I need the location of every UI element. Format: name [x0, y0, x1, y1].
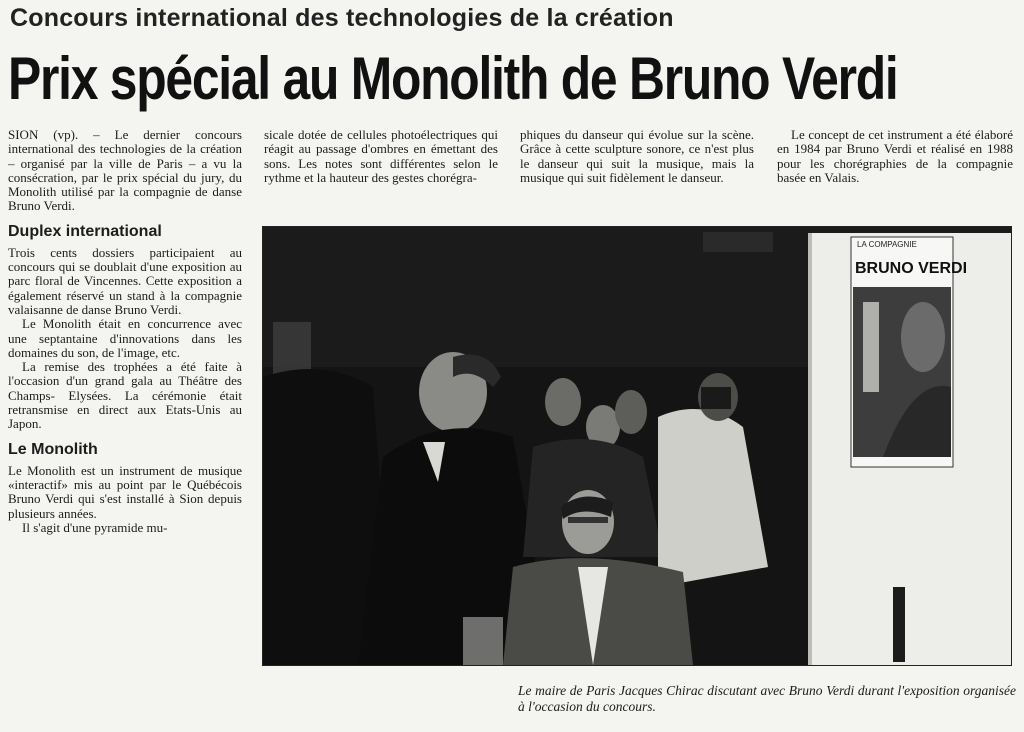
article-kicker: Concours international des technologies de la création — [10, 4, 674, 32]
paragraph-competition: Le Monolith était en concurrence avec une septantaine d'innovations dans les domaines du son, de l'image, etc. — [8, 316, 242, 360]
paragraph-exhibition: Trois cents dossiers participaient au concours qui se doublait d'une exposition au parc floral de Vincennes. Cette exposition a également réservé un stand à la compagnie valaisanne de danse Bruno Verdi. — [8, 244, 242, 317]
article-headline: Prix spécial au Monolith de Bruno Verdi — [8, 45, 898, 112]
photo-caption: Le maire de Paris Jacques Chirac discutant avec Bruno Verdi durant l'exposition organisée à l'occasion du concours. — [518, 683, 1016, 714]
paragraph-col4: Le concept de cet instrument a été élaboré en 1984 par Bruno Verdi et réalisé en 1988 pour les chorégraphies de la compagnie basée en Valais. — [777, 127, 1013, 185]
column-2 — [264, 128, 498, 185]
paragraph-gala: La remise des trophées a été faite à l'occasion d'un grand gala au Théâtre des Champs- Elysées. La cérémonie était retransmise en direct aux Etats-Unis au Japon. — [8, 359, 242, 432]
stand-post — [893, 587, 905, 662]
paragraph-col2: sicale dotée de cellules photoélectriques qui réagit au passage d'ombres en émettant des sons. Les notes sont différentes selon le rythme et la hauteur des gestes chorégra- — [264, 127, 498, 185]
column-4 — [777, 128, 1013, 185]
subheading-duplex: Duplex international — [8, 222, 162, 240]
photo-illustration — [263, 227, 1011, 665]
paragraph-pyramid: Il s'agit d'une pyramide mu- — [22, 519, 168, 535]
column-3 — [520, 128, 754, 185]
camera — [701, 387, 731, 409]
paragraph-col3: phiques du danseur qui évolue sur la scène. Grâce à cette sculpture sonore, ce n'est plus le danseur qui suit la musique, mais la musique qui suit fidèlement le danseur. — [520, 127, 754, 185]
subheading-monolith: Le Monolith — [8, 440, 98, 458]
column-1 — [8, 128, 242, 535]
paragraph-instrument: Le Monolith est un instrument de musique «interactif» mis au point par le Québécois Bruno Verdi qui s'est installé à Sion depuis plusieurs années. — [8, 462, 242, 521]
paragraph-intro: SION (vp). – Le dernier concours international des technologies de la création – organisé par la ville de Paris – a vu la consécration, par le prix spécial du jury, du Monolith utilisé par la compagnie de danse Bruno Verdi. — [8, 127, 242, 214]
poster-line-2: BRUNO VERDI — [855, 260, 968, 277]
news-photo — [262, 226, 1012, 666]
poster-line-1: LA COMPAGNIE — [857, 240, 917, 249]
